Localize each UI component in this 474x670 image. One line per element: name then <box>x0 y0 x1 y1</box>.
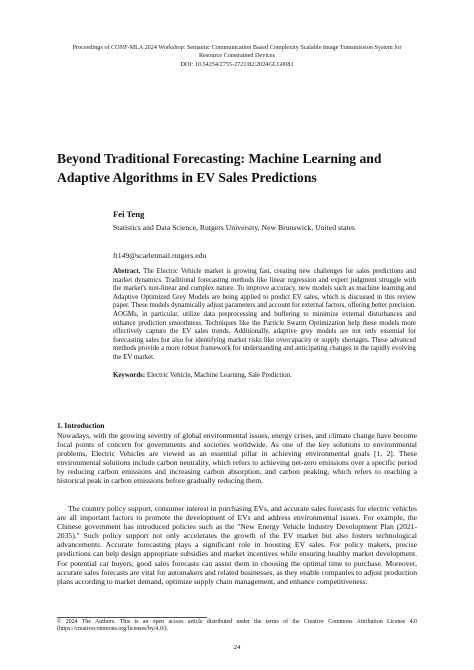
author-affiliation: Statistics and Data Science, Rutgers University, New Brunswick, United states <box>113 223 356 232</box>
header-line-2: Resource Constrained Devices <box>199 52 275 60</box>
keywords <box>113 372 416 379</box>
header-doi: DOI: 10.54254/2755-2721/82/2024GLG0081 <box>180 60 294 68</box>
intro-paragraph-2: The country policy support, consumer interest in purchasing EVs, and accurate sales forecasts for electric vehicles are all important factors to promote the development of EVs and address environmental issues. For example, the Chinese government has introduced policies such as the "New Energy Vehicle Industry Development Plan (2021-2035)." Such policy support not only accelerates the growth of the EV market but also fosters technological advancements. Accurate forecasting plays a significant role in boosting EV sales. For policy makers, precise predictions can help design appropriate subsidies and market incentives while ensuring healthy market development. For potential car buyers, good sales forecasts can assist them in choosing the optimal time to purchase. Moreover, accurate sales forecasts are vital for automakers and related businesses, as they enable companies to adjust production plans according to market demand, optimize supply chain management, and enhance competitiveness. <box>57 504 417 586</box>
paper-title <box>57 150 437 187</box>
page-number: 24 <box>233 644 241 651</box>
title-line-2: Adaptive Algorithms in EV Sales Predictions <box>57 169 317 185</box>
footer-divider <box>57 617 207 618</box>
keywords-text: Electric Vehicle, Machine Learning, Sale Prediction. <box>146 372 292 379</box>
abstract <box>113 268 416 363</box>
abstract-text: The Electric Vehicle market is growing fast, creating new challenges for sales predictions and market dynamics. Traditional forecasting methods like linear regression and expert judgment struggle with the market's non-linear and complex nature. To improve accuracy, new models such as machine learning and Adaptive Optimized Grey Models are being applied to predict EV sales, which is discussed in this review paper. These models dynamically adjust parameters and account for external factors, offering better precision. AOGMs, in particular, utilize data preprocessing and buffering to minimize external disturbances and enhance prediction smoothness. Techniques like the Particle Swarm Optimization help these models more effectively capture the EV sales trends. Additionally, adaptive grey models are not only essential for forecasting sales but also for identifying market risks like overcapacity or supply shortages. These advanced methods provide a more robust framework for understanding and anticipating changes in the rapidly evolving the EV market. <box>113 268 416 361</box>
running-header <box>40 44 434 69</box>
abstract-label: Abstract. <box>113 268 141 275</box>
license-footnote: © 2024 The Authors. This is an open access article distributed under the terms of the Creative Commons Attribution License 4.0 (https://creativecommons.org/licenses/by/4.0/). <box>57 619 417 633</box>
section-heading-introduction: 1. Introduction <box>57 421 105 430</box>
intro-paragraph-1: Nowadays, with the growing severity of global environmental issues, energy crises, and climate change have become focal points of concern for governments and societies worldwide. As one of the key solutions to environmental problems, Electric Vehicles are viewed as an essential pillar in achieving environmental goals [1, 2]. These environmental solutions include carbon neutrality, which refers to achieving net-zero emissions over a specific period by reducing carbon emissions and increasing carbon absorption, and carbon peaking, which refers to reaching a historical peak in carbon emissions before gradually reducing them. <box>57 431 417 486</box>
header-line-1: Proceedings of CONF-MLA 2024 Workshop: Semantic Communication Based Complexity Scalable Image Transmission System for <box>72 44 402 51</box>
author-name: Fei Teng <box>113 209 145 219</box>
keywords-label: Keywords: <box>113 372 146 379</box>
title-line-1: Beyond Traditional Forecasting: Machine Learning and <box>57 151 382 166</box>
author-email[interactable]: ft149@scarletmail.rutgers.edu <box>113 251 207 260</box>
